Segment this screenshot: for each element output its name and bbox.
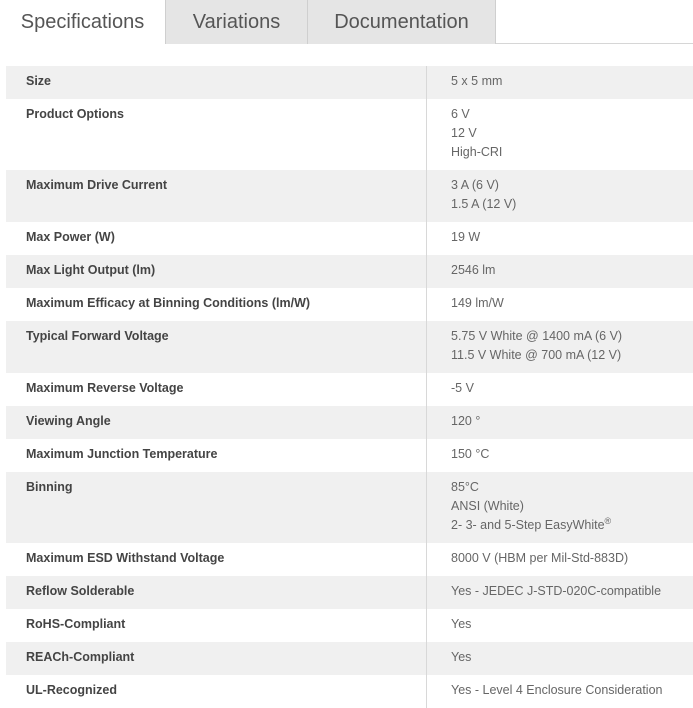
spec-row [6, 373, 693, 406]
spec-row [6, 170, 693, 222]
registered-mark: ® [605, 516, 612, 526]
spec-value [427, 576, 693, 609]
spec-label: Maximum Junction Temperature [6, 439, 427, 472]
tab-bar [0, 0, 693, 44]
spec-value-line [451, 615, 693, 634]
spec-value-line [451, 497, 693, 516]
spec-value-line [451, 681, 693, 700]
spec-value [427, 642, 693, 675]
spec-row [6, 439, 693, 472]
spec-value-line [451, 412, 693, 431]
spec-value-text: 120 ° [451, 414, 480, 428]
tab-variations[interactable]: Variations [165, 0, 308, 44]
spec-value-text: Yes [451, 650, 471, 664]
spec-value-text: 1.5 A (12 V) [451, 197, 516, 211]
spec-row [6, 406, 693, 439]
spec-value-text: 19 W [451, 230, 480, 244]
spec-value-text: 149 lm/W [451, 296, 504, 310]
spec-value [427, 255, 693, 288]
spec-value-text: -5 V [451, 381, 474, 395]
specifications-table-body [6, 66, 693, 708]
spec-value-line [451, 195, 693, 214]
spec-label: Maximum Drive Current [6, 170, 427, 222]
spec-row [6, 321, 693, 373]
spec-value-text: High-CRI [451, 145, 502, 159]
spec-value-text: 150 °C [451, 447, 489, 461]
spec-row [6, 255, 693, 288]
tab-documentation[interactable]: Documentation [307, 0, 496, 44]
spec-value [427, 543, 693, 576]
spec-value-line [451, 72, 693, 91]
spec-value-text: 6 V [451, 107, 470, 121]
spec-value [427, 99, 693, 170]
spec-value-text: ANSI (White) [451, 499, 524, 513]
spec-row [6, 609, 693, 642]
spec-row [6, 99, 693, 170]
spec-value-line [451, 105, 693, 124]
spec-label: RoHS-Compliant [6, 609, 427, 642]
spec-value-line [451, 648, 693, 667]
spec-value-line [451, 228, 693, 247]
spec-value [427, 472, 693, 543]
spec-value-text: 5.75 V White @ 1400 mA (6 V) [451, 329, 622, 343]
spec-value-text: 11.5 V White @ 700 mA (12 V) [451, 348, 621, 362]
spec-value-line [451, 261, 693, 280]
spec-label: Max Power (W) [6, 222, 427, 255]
spec-value-text: 3 A (6 V) [451, 178, 499, 192]
spec-label: Typical Forward Voltage [6, 321, 427, 373]
spec-row [6, 642, 693, 675]
spec-value [427, 321, 693, 373]
spec-row [6, 675, 693, 708]
spec-value-text: 12 V [451, 126, 477, 140]
spec-value-line [451, 549, 693, 568]
spec-label: Product Options [6, 99, 427, 170]
spec-value-text: 85°C [451, 480, 479, 494]
spec-label: Max Light Output (lm) [6, 255, 427, 288]
spec-value-text: Yes [451, 617, 471, 631]
spec-value-text: Yes - Level 4 Enclosure Consideration [451, 683, 662, 697]
spec-value-line [451, 379, 693, 398]
spec-value-line [451, 176, 693, 195]
spec-value-text: 5 x 5 mm [451, 74, 502, 88]
spec-value [427, 373, 693, 406]
spec-label: Viewing Angle [6, 406, 427, 439]
spec-label: Maximum ESD Withstand Voltage [6, 543, 427, 576]
spec-value-text: 2- 3- and 5-Step EasyWhite [451, 518, 605, 532]
tab-specifications[interactable]: Specifications [0, 0, 165, 45]
spec-value-text: 2546 lm [451, 263, 495, 277]
spec-value-line [451, 294, 693, 313]
spec-value-line [451, 327, 693, 346]
spec-value-line [451, 582, 693, 601]
spec-value-line [451, 445, 693, 464]
spec-value-text: Yes - JEDEC J-STD-020C-compatible [451, 584, 661, 598]
spec-value-line [451, 516, 693, 535]
spec-value [427, 222, 693, 255]
spec-value-text: 8000 V (HBM per Mil-Std-883D) [451, 551, 628, 565]
spec-row [6, 472, 693, 543]
spec-label: UL-Recognized [6, 675, 427, 708]
spec-value [427, 406, 693, 439]
specifications-table [6, 66, 693, 708]
spec-label: Binning [6, 472, 427, 543]
spec-label: REACh-Compliant [6, 642, 427, 675]
spec-label: Maximum Reverse Voltage [6, 373, 427, 406]
spec-value [427, 675, 693, 708]
spec-value-line [451, 346, 693, 365]
spec-value-line [451, 478, 693, 497]
spec-row [6, 543, 693, 576]
spec-label: Size [6, 66, 427, 99]
spec-row [6, 222, 693, 255]
spec-value [427, 66, 693, 99]
spec-value [427, 170, 693, 222]
spec-row [6, 576, 693, 609]
spec-value [427, 288, 693, 321]
spec-row [6, 288, 693, 321]
spec-row [6, 66, 693, 99]
spec-label: Maximum Efficacy at Binning Conditions (lm/W) [6, 288, 427, 321]
spec-value [427, 609, 693, 642]
spec-value-line [451, 143, 693, 162]
spec-value [427, 439, 693, 472]
spec-value-line [451, 124, 693, 143]
spec-label: Reflow Solderable [6, 576, 427, 609]
